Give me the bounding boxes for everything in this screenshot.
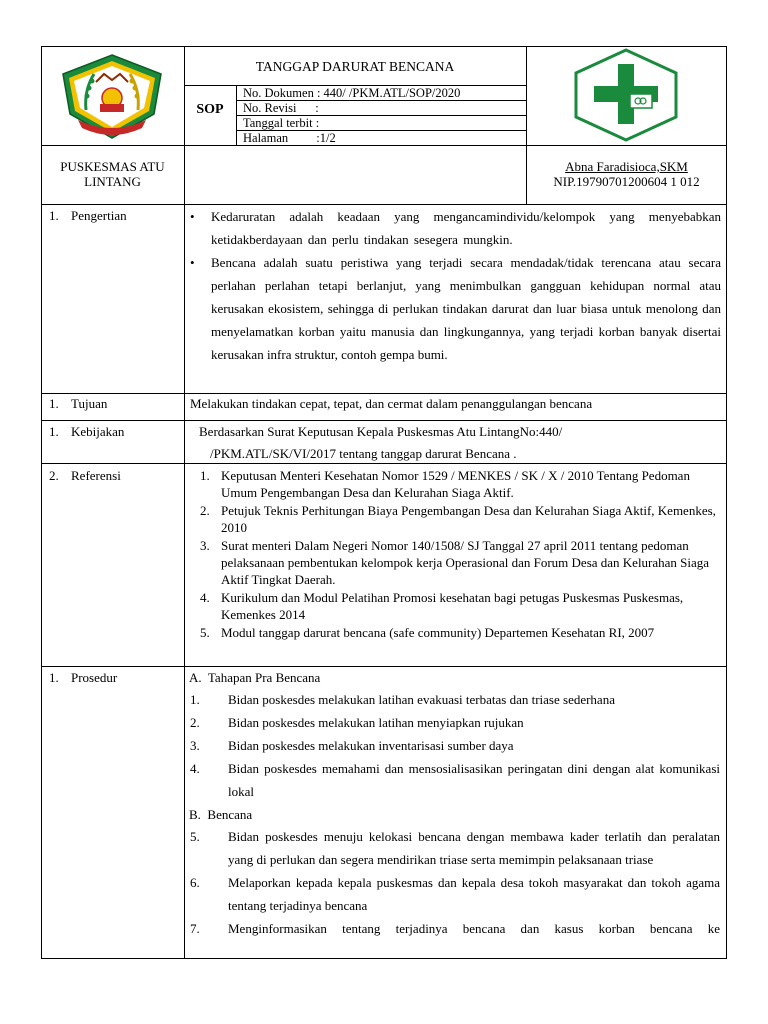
list-item [190, 757, 720, 803]
list-text: Bidan poskesdes melakukan inventarisasi sumber daya [228, 738, 514, 753]
list-item [200, 589, 718, 623]
list-item [190, 734, 720, 757]
document-number: No. Dokumen : 440/ /PKM.ATL/SOP/2020 [243, 86, 461, 100]
organization-name-line2: LINTANG [84, 174, 141, 189]
issue-date: Tanggal terbit : [243, 116, 320, 130]
list-item [200, 624, 718, 641]
section-number: 1. [49, 208, 59, 223]
revision-number: No. Revisi : [243, 101, 319, 115]
list-number: 6. [190, 875, 200, 890]
list-item: • Kedaruratan adalah keadaan yang mengancamindividu/kelompok yang menyebabkan ketidakberdayaan dan perlu tindakan sesegera mungkin. [186, 205, 721, 251]
list-item [200, 537, 718, 588]
list-item [190, 871, 720, 917]
section-number: 1. [49, 424, 59, 439]
list-number: 3. [200, 538, 210, 553]
list-item [200, 467, 718, 501]
section-title: Prosedur [71, 670, 118, 685]
signer-nip: NIP.19790701200604 1 012 [553, 174, 700, 189]
prosedur-list-a [190, 688, 720, 803]
header-row-divider [41, 145, 727, 146]
list-text: Bidan poskesdes melakukan latihan evakuasi terbatas dan triase sederhana [228, 692, 615, 707]
section-title: Tujuan [71, 396, 108, 411]
referensi-list [200, 467, 718, 642]
section-number: 1. [49, 670, 59, 685]
list-text: Menginformasikan tentang terjadinya bencana dan kasus korban bencana ke [228, 921, 720, 936]
list-number: 4. [190, 761, 200, 776]
list-item: • Bencana adalah suatu peristiwa yang terjadi secara mendadak/tidak terencana atau secara perlahan perlahan tetapi berlanjut, yang menimbulkan gangguan kehidupan normal atau kerusakan ekosistem, sehingga di perlukan tindakan darurat dan luar biasa untuk menolong dan menyelamatkan korban yaitu manusia dan lingkungannya, yang terjadi korban banyak disertai kerusakan infra struktur, contoh gempa bumi. [186, 251, 721, 366]
list-text: Keputusan Menteri Kesehatan Nomor 1529 / MENKES / SK / X / 2010 Tentang Pedoman Umum Pengembangan Desa dan Kelurahan Siaga Aktif. [221, 468, 690, 500]
list-text: Bidan poskesdes menuju kelokasi bencana dengan membawa kader terlatih dan peralatan yang di perlukan dan segera mendirikan triase serta memimpin pelaksanaan triase [228, 829, 720, 867]
puskesmas-logo [570, 48, 682, 142]
regional-emblem-logo [56, 52, 168, 142]
row-divider-tujuan [41, 393, 727, 394]
section-label-kebijakan [49, 424, 124, 439]
list-number: 4. [200, 590, 210, 605]
prosedur-list-b [190, 825, 720, 940]
list-text: Kurikulum dan Modul Pelatihan Promosi kesehatan bagi petugas Puskesmas Puskesmas, Kemenkes 2014 [221, 590, 684, 622]
list-text: Bidan poskesdes memahami dan mensosialisasikan peringatan dini dengan alat komunikasi lokal [228, 761, 720, 799]
signer-block [526, 159, 727, 189]
kebijakan-text-line2: /PKM.ATL/SK/VI/2017 tentang tanggap darurat Bencana . [210, 446, 517, 461]
list-number: 7. [190, 921, 200, 936]
section-title: Referensi [71, 468, 121, 483]
row-divider-prosedur [41, 666, 727, 667]
document-title: TANGGAP DARURAT BENCANA [255, 59, 455, 74]
prosedur-part-a-heading: A. Tahapan Pra Bencana [189, 670, 321, 685]
sop-label: SOP [196, 102, 224, 117]
section-title: Pengertian [71, 208, 127, 223]
list-number: 1. [200, 468, 210, 483]
tujuan-text: Melakukan tindakan cepat, tepat, dan cermat dalam penanggulangan bencana [190, 396, 593, 411]
prosedur-part-b-heading: B. Bencana [189, 807, 253, 822]
section-label-prosedur [49, 670, 117, 685]
list-number: 5. [200, 625, 210, 640]
page-number: Halaman :1/2 [243, 131, 336, 145]
list-text: Petujuk Teknis Perhitungan Biaya Pengembangan Desa dan Kelurahan Siaga Aktif, Kemenkes, 2010 [221, 503, 716, 535]
section-label-referensi [49, 468, 121, 483]
list-text: Bidan poskesdes melakukan latihan menyiapkan rujukan [228, 715, 524, 730]
list-text: Modul tanggap darurat bencana (safe community) Departemen Kesehatan RI, 2007 [221, 625, 655, 640]
section-label-pengertian [49, 208, 127, 223]
list-number: 5. [190, 829, 200, 844]
kebijakan-text-line1: Berdasarkan Surat Keputusan Kepala Puskesmas Atu LintangNo:440/ [199, 424, 563, 439]
list-text: Surat menteri Dalam Negeri Nomor 140/1508/ SJ Tanggal 27 april 2011 tentang pedoman pelaksanaan pembentukan kelompok kerja Operasional dan Forum Desa dan Kelurahan Siaga Aktif Tingkat Daerah. [221, 538, 710, 587]
section-label-tujuan [49, 396, 107, 411]
list-item [190, 688, 720, 711]
list-item [190, 917, 720, 940]
section-number: 2. [49, 468, 59, 483]
list-item [190, 711, 720, 734]
organization-name [41, 159, 184, 189]
section-number: 1. [49, 396, 59, 411]
list-item [200, 502, 718, 536]
section-title: Kebijakan [71, 424, 125, 439]
list-item [190, 825, 720, 871]
row-divider-kebijakan [41, 420, 727, 421]
list-number: 3. [190, 738, 200, 753]
list-number: 2. [200, 503, 210, 518]
pengertian-bullet-list [186, 205, 721, 366]
list-number: 2. [190, 715, 200, 730]
list-number: 1. [190, 692, 200, 707]
list-text: Melaporkan kepada kepala puskesmas dan kepala desa tokoh masyarakat dan tokoh agama tentang terjadinya bencana [228, 875, 720, 913]
signer-name: Abna Faradisioca,SKM [565, 159, 688, 174]
column-divider-left [184, 46, 185, 959]
organization-name-line1: PUSKESMAS ATU [60, 159, 165, 174]
row-divider-referensi [41, 463, 727, 464]
